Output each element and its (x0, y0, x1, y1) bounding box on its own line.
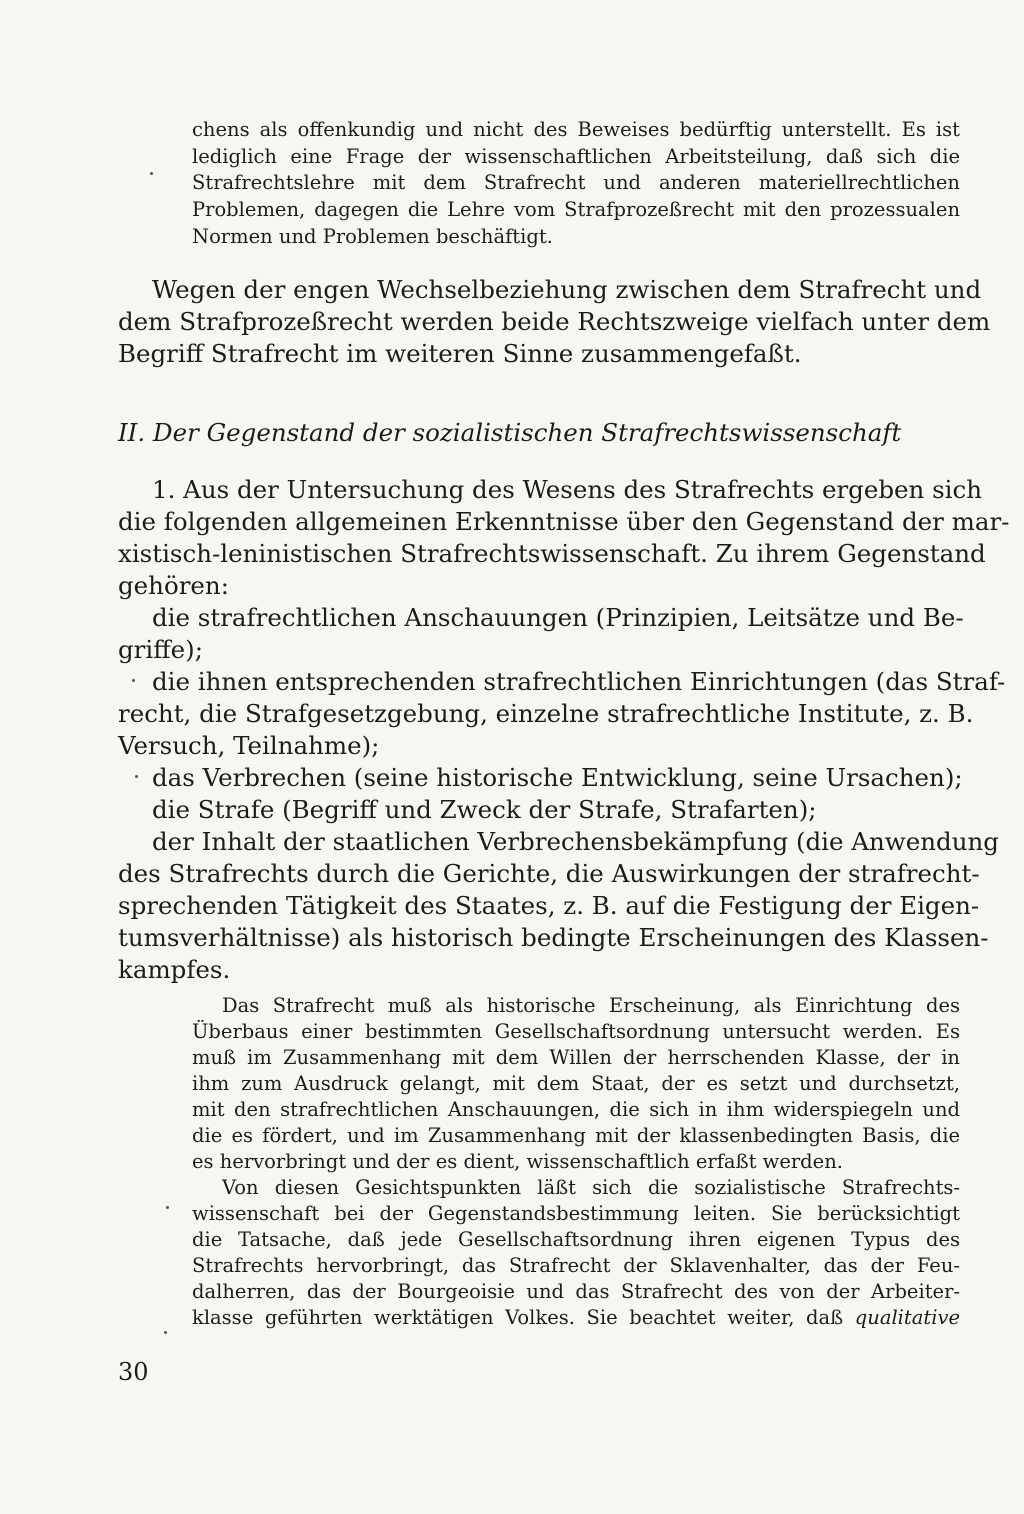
text-line: tumsverhältnisse) als historisch bedingte Erscheinungen des Klassen- (118, 923, 989, 952)
text-line: gehören: (118, 571, 229, 600)
text-line: 1. Aus der Untersuchung des Wesens des Strafrechts ergeben sich (152, 475, 983, 504)
scan-speck (166, 1206, 169, 1209)
text-line: Wegen der engen Wechselbeziehung zwischen dem Strafrecht und (152, 275, 982, 304)
text-segment: klasse geführten werktätigen Volkes. Sie beachtet weiter, daß (192, 1306, 844, 1329)
text-line: recht, die Strafgesetzgebung, einzelne strafrechtliche Institute, z. B. (118, 699, 974, 728)
text-line: Strafrechts hervorbringt, das Strafrecht der Sklavenhalter, das der Feu- (192, 1254, 960, 1277)
page-number: 30 (118, 1358, 149, 1386)
text-line: Von diesen Gesichtspunkten läßt sich die sozialistische Strafrechts- (222, 1176, 960, 1199)
text-line: lediglich eine Frage der wissenschaftlichen Arbeitsteilung, daß sich die (192, 145, 960, 168)
text-line: dem Strafprozeßrecht werden beide Rechtszweige vielfach unter dem (118, 307, 991, 336)
text-line: es hervorbringt und der es dient, wissenschaftlich erfaßt werden. (192, 1150, 843, 1173)
text-line: des Strafrechts durch die Gerichte, die Auswirkungen der strafrecht- (118, 859, 980, 888)
text-line (192, 1305, 960, 1332)
text-line: Versuch, Teilnahme); (118, 731, 380, 760)
text-line: Überbaus einer bestimmten Gesellschaftsordnung untersucht werden. Es (192, 1020, 960, 1043)
scan-speck (164, 1331, 167, 1334)
text-line: Begriff Strafrecht im weiteren Sinne zusammengefaßt. (118, 339, 802, 368)
text-line: ihm zum Ausdruck gelangt, mit dem Staat, der es setzt und durchsetzt, (192, 1072, 960, 1095)
text-line: wissenschaft bei der Gegenstandsbestimmung leiten. Sie berücksichtigt (192, 1202, 960, 1225)
text-line: Strafrechtslehre mit dem Strafrecht und anderen materiellrechtlichen (192, 171, 960, 194)
text-line: chens als offenkundig und nicht des Beweises bedürftig unterstellt. Es ist (192, 118, 960, 141)
text-line: mit den strafrechtlichen Anschauungen, die sich in ihm widerspiegeln und (192, 1098, 960, 1121)
text-line: kampfes. (118, 955, 231, 984)
text-line: die es fördert, und im Zusammenhang mit der klassenbedingten Basis, die (192, 1124, 960, 1147)
text-line: sprechenden Tätigkeit des Staates, z. B. auf die Festigung der Eigen- (118, 891, 980, 920)
text-line: xistisch-leninistischen Strafrechtswissenschaft. Zu ihrem Gegenstand (118, 539, 986, 568)
text-line: die folgenden allgemeinen Erkenntnisse über den Gegenstand der mar- (118, 507, 1010, 536)
scan-speck (150, 172, 153, 175)
text-line: die Tatsache, daß jede Gesellschaftsordnung ihren eigenen Typus des (192, 1228, 960, 1251)
text-line: Normen und Problemen beschäftigt. (192, 225, 553, 248)
text-line: die Strafe (Begriff und Zweck der Strafe, Strafarten); (152, 795, 817, 824)
text-line: das Verbrechen (seine historische Entwicklung, seine Ursachen); (152, 763, 963, 792)
text-line: die strafrechtlichen Anschauungen (Prinzipien, Leitsätze und Be- (152, 603, 964, 632)
scan-speck (135, 775, 138, 778)
text-line: griffe); (118, 635, 203, 664)
section-heading: II. Der Gegenstand der sozialistischen Strafrechtswissenschaft (118, 418, 902, 447)
text-line: dalherren, das der Bourgeoisie und das Strafrecht des von der Arbeiter- (192, 1280, 960, 1303)
italic-word: qualitative (854, 1306, 961, 1329)
text-line: der Inhalt der staatlichen Verbrechensbekämpfung (die Anwendung (152, 827, 999, 856)
scan-speck (132, 679, 135, 682)
text-line: muß im Zusammenhang mit dem Willen der herrschenden Klasse, der in (192, 1046, 960, 1069)
text-line: die ihnen entsprechenden strafrechtlichen Einrichtungen (das Straf- (152, 667, 1006, 696)
text-line: Das Strafrecht muß als historische Erscheinung, als Einrichtung des (222, 994, 960, 1017)
text-line: Problemen, dagegen die Lehre vom Strafprozeßrecht mit den prozessualen (192, 198, 960, 221)
